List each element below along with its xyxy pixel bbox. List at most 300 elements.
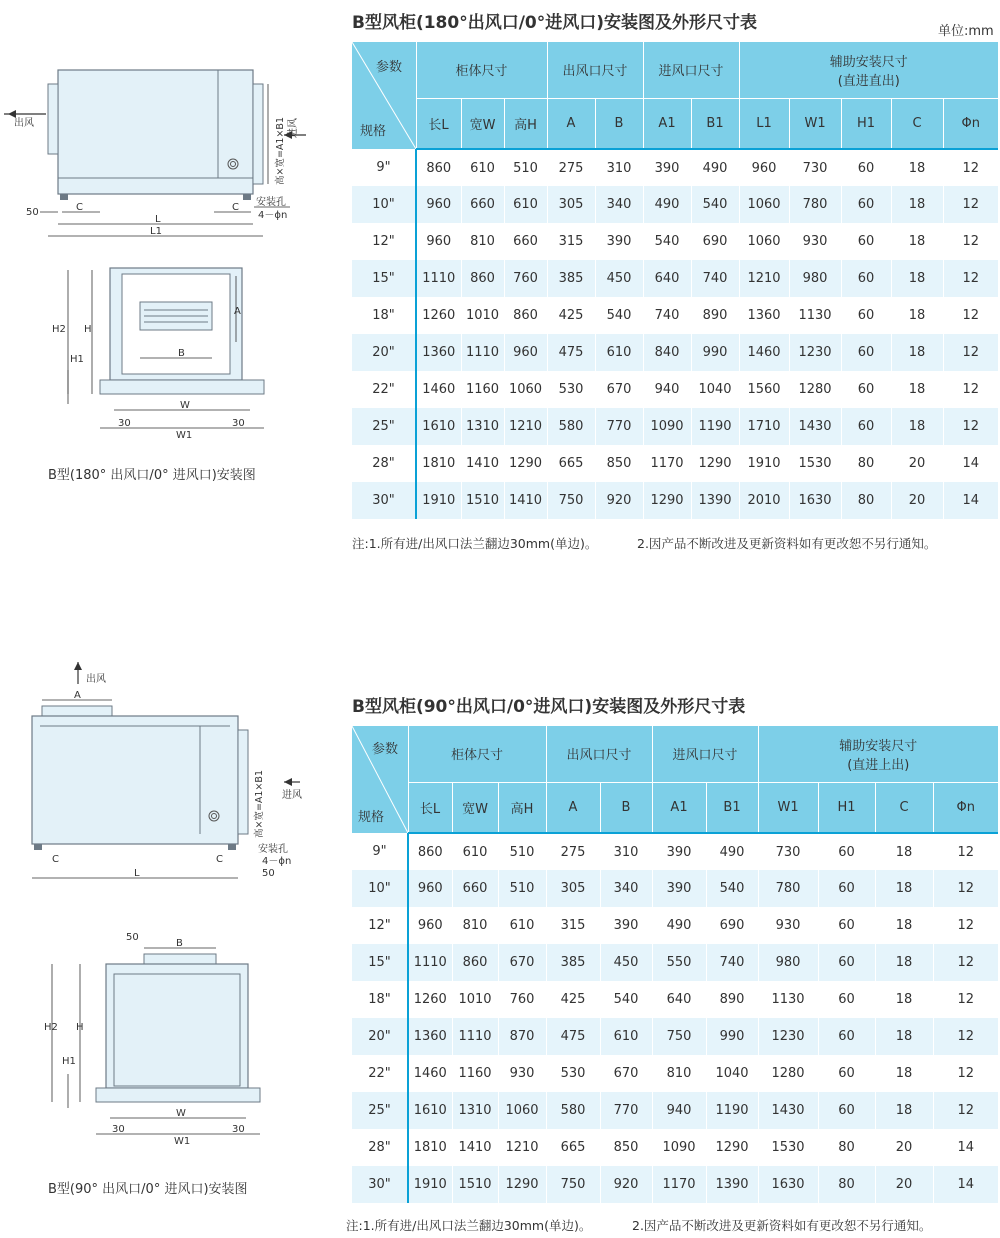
group-header-inlet: 进风口尺寸 (652, 726, 758, 782)
spec-cell: 15" (352, 260, 416, 297)
value-cell: 1060 (739, 186, 789, 223)
inlet-flange (253, 84, 263, 184)
value-cell: 850 (595, 445, 643, 482)
value-cell: 12 (933, 833, 998, 870)
section1-title: B型风柜(180°出风口/0°进风口)安装图及外形尺寸表 (352, 13, 758, 33)
value-cell: 20 (891, 482, 943, 519)
dim-30-right: 30 (232, 418, 245, 429)
table-row (352, 981, 998, 1018)
value-cell: 20 (875, 1129, 933, 1166)
value-cell: 80 (841, 482, 891, 519)
dim-50: 50 (26, 207, 39, 218)
value-cell: 930 (789, 223, 841, 260)
aux-subtitle: (直进直出) (837, 73, 900, 89)
value-cell: 12 (933, 1018, 998, 1055)
col-header: 宽W (452, 782, 498, 833)
table-row (352, 371, 998, 408)
value-cell: 1530 (758, 1129, 818, 1166)
value-cell: 1130 (758, 981, 818, 1018)
value-cell: 1060 (739, 223, 789, 260)
spec-cell: 15" (352, 944, 408, 981)
dim-h1: H1 (70, 354, 84, 365)
cabinet-base (96, 1088, 260, 1102)
value-cell: 12 (933, 981, 998, 1018)
value-cell: 760 (498, 981, 546, 1018)
value-cell: 990 (691, 334, 739, 371)
spec-cell: 9" (352, 149, 416, 186)
col-header: B (600, 782, 652, 833)
value-cell: 1170 (643, 445, 691, 482)
value-cell: 12 (943, 334, 998, 371)
corner-param-label: 参数 (376, 60, 403, 75)
value-cell: 1040 (691, 371, 739, 408)
value-cell: 730 (789, 149, 841, 186)
value-cell: 670 (595, 371, 643, 408)
value-cell: 580 (547, 408, 595, 445)
value-cell: 60 (818, 907, 875, 944)
value-cell: 390 (595, 223, 643, 260)
value-cell: 1060 (498, 1092, 546, 1129)
value-cell: 530 (546, 1055, 600, 1092)
size-label: 高×宽=A1×B1 (275, 117, 286, 185)
value-cell: 665 (547, 445, 595, 482)
value-cell: 14 (943, 482, 998, 519)
value-cell: 920 (600, 1166, 652, 1203)
col-header: B1 (691, 98, 739, 149)
unit-label: 单位:mm (938, 24, 994, 39)
value-cell: 860 (461, 260, 504, 297)
side-view-drawing-90 (0, 658, 340, 888)
value-cell: 540 (595, 297, 643, 334)
value-cell: 1210 (498, 1129, 546, 1166)
value-cell: 1280 (789, 371, 841, 408)
group-header-outlet: 出风口尺寸 (546, 726, 652, 782)
value-cell: 540 (643, 223, 691, 260)
value-cell: 390 (652, 833, 706, 870)
value-cell: 730 (758, 833, 818, 870)
value-cell: 940 (652, 1092, 706, 1129)
value-cell: 1460 (408, 1055, 452, 1092)
table-row (352, 186, 998, 223)
value-cell: 475 (546, 1018, 600, 1055)
value-cell: 80 (818, 1129, 875, 1166)
note-1: 注:1.所有进/出风口法兰翻边30mm(单边)。 (346, 1218, 592, 1233)
value-cell: 580 (546, 1092, 600, 1129)
spec-cell: 30" (352, 1166, 408, 1203)
value-cell: 750 (547, 482, 595, 519)
value-cell: 930 (498, 1055, 546, 1092)
col-header: B (595, 98, 643, 149)
value-cell: 490 (652, 907, 706, 944)
value-cell: 1160 (461, 371, 504, 408)
col-header: 高H (504, 98, 547, 149)
value-cell: 1160 (452, 1055, 498, 1092)
table-row (352, 1166, 998, 1203)
value-cell: 510 (498, 870, 546, 907)
value-cell: 1710 (739, 408, 789, 445)
note-2: 2.因产品不断改进及更新资料如有更改恕不另行通知。 (632, 1218, 932, 1233)
dim-w: W (180, 400, 190, 411)
value-cell: 960 (739, 149, 789, 186)
value-cell: 890 (706, 981, 758, 1018)
value-cell: 850 (600, 1129, 652, 1166)
value-cell: 770 (600, 1092, 652, 1129)
value-cell: 12 (943, 149, 998, 186)
value-cell: 18 (875, 1055, 933, 1092)
table-row (352, 482, 998, 519)
value-cell: 1810 (408, 1129, 452, 1166)
value-cell: 510 (498, 833, 546, 870)
value-cell: 1610 (416, 408, 461, 445)
group-header-body: 柜体尺寸 (416, 42, 547, 98)
table-row (352, 1018, 998, 1055)
hole-spec: 4－ϕn (258, 210, 288, 221)
spec-cell: 22" (352, 371, 416, 408)
value-cell: 60 (818, 1018, 875, 1055)
value-cell: 425 (547, 297, 595, 334)
value-cell: 18 (875, 870, 933, 907)
value-cell: 1560 (739, 371, 789, 408)
value-cell: 310 (595, 149, 643, 186)
dim-h2: H2 (44, 1022, 58, 1033)
cabinet-body (58, 70, 253, 194)
value-cell: 750 (546, 1166, 600, 1203)
corner-param-label: 参数 (372, 742, 399, 757)
dim-l: L (155, 214, 161, 225)
value-cell: 1230 (789, 334, 841, 371)
value-cell: 960 (416, 186, 461, 223)
value-cell: 1390 (691, 482, 739, 519)
spec-cell: 30" (352, 482, 416, 519)
in-label: 进风 (282, 790, 302, 801)
value-cell: 18 (875, 944, 933, 981)
value-cell: 1210 (504, 408, 547, 445)
value-cell: 1290 (706, 1129, 758, 1166)
value-cell: 390 (600, 907, 652, 944)
value-cell: 12 (943, 223, 998, 260)
value-cell: 860 (408, 833, 452, 870)
dim-c-left: C (52, 854, 59, 865)
value-cell: 550 (652, 944, 706, 981)
col-header: B1 (706, 782, 758, 833)
value-cell: 2010 (739, 482, 789, 519)
value-cell: 80 (841, 445, 891, 482)
value-cell: 1530 (789, 445, 841, 482)
value-cell: 490 (643, 186, 691, 223)
dim-h: H (84, 324, 92, 335)
col-header: L1 (739, 98, 789, 149)
aux-title: 辅助安装尺寸 (839, 738, 918, 754)
dim-a: A (74, 690, 81, 701)
value-cell: 1910 (739, 445, 789, 482)
value-cell: 60 (841, 149, 891, 186)
value-cell: 60 (818, 944, 875, 981)
value-cell: 780 (789, 186, 841, 223)
value-cell: 18 (891, 149, 943, 186)
value-cell: 1290 (643, 482, 691, 519)
spec-cell: 20" (352, 334, 416, 371)
value-cell: 1290 (498, 1166, 546, 1203)
value-cell: 1170 (652, 1166, 706, 1203)
group-header-inlet: 进风口尺寸 (643, 42, 739, 98)
table-row (352, 223, 998, 260)
col-header: W1 (789, 98, 841, 149)
value-cell: 12 (933, 870, 998, 907)
value-cell: 1360 (408, 1018, 452, 1055)
inlet-flange (238, 730, 248, 834)
dim-30-right: 30 (232, 1124, 245, 1135)
value-cell: 840 (643, 334, 691, 371)
value-cell: 660 (504, 223, 547, 260)
dim-h: H (76, 1022, 84, 1033)
dim-l1: L1 (150, 226, 162, 237)
value-cell: 425 (546, 981, 600, 1018)
value-cell: 18 (875, 1018, 933, 1055)
value-cell: 60 (818, 833, 875, 870)
aux-subtitle: (直进上出) (847, 757, 910, 773)
value-cell: 340 (595, 186, 643, 223)
value-cell: 18 (891, 223, 943, 260)
table-row (352, 445, 998, 482)
col-header: 宽W (461, 98, 504, 149)
value-cell: 1630 (758, 1166, 818, 1203)
dim-c-right: C (232, 202, 239, 213)
value-cell: 690 (691, 223, 739, 260)
table-row (352, 149, 998, 186)
spec-cell: 25" (352, 1092, 408, 1129)
value-cell: 14 (933, 1129, 998, 1166)
value-cell: 1510 (452, 1166, 498, 1203)
value-cell: 1910 (408, 1166, 452, 1203)
value-cell: 770 (595, 408, 643, 445)
spec-cell: 22" (352, 1055, 408, 1092)
value-cell: 670 (498, 944, 546, 981)
value-cell: 1040 (706, 1055, 758, 1092)
table-row (352, 944, 998, 981)
col-header: A (546, 782, 600, 833)
dim-c-left: C (76, 202, 83, 213)
value-cell: 960 (408, 907, 452, 944)
hole-spec: 4－ϕn (262, 856, 292, 867)
value-cell: 60 (841, 223, 891, 260)
value-cell: 540 (706, 870, 758, 907)
dim-b: B (176, 938, 183, 949)
value-cell: 305 (547, 186, 595, 223)
value-cell: 530 (547, 371, 595, 408)
value-cell: 860 (452, 944, 498, 981)
cabinet-front (106, 964, 248, 1088)
value-cell: 390 (643, 149, 691, 186)
value-cell: 490 (691, 149, 739, 186)
col-header: Φn (933, 782, 998, 833)
value-cell: 1410 (504, 482, 547, 519)
corner-spec-label: 规格 (358, 810, 385, 825)
dim-h1: H1 (62, 1056, 76, 1067)
value-cell: 12 (933, 907, 998, 944)
value-cell: 14 (943, 445, 998, 482)
front-view-drawing-90 (40, 928, 280, 1148)
value-cell: 810 (652, 1055, 706, 1092)
value-cell: 18 (875, 833, 933, 870)
value-cell: 450 (595, 260, 643, 297)
front-view-drawing-180 (40, 262, 280, 444)
value-cell: 275 (546, 833, 600, 870)
value-cell: 610 (595, 334, 643, 371)
spec-cell: 18" (352, 981, 408, 1018)
spec-cell: 10" (352, 186, 416, 223)
spec-cell: 25" (352, 408, 416, 445)
dim-30-left: 30 (118, 418, 131, 429)
value-cell: 1310 (461, 408, 504, 445)
value-cell: 740 (706, 944, 758, 981)
in-label: 进风 (288, 118, 299, 138)
value-cell: 920 (595, 482, 643, 519)
col-header: A (547, 98, 595, 149)
value-cell: 540 (691, 186, 739, 223)
value-cell: 1110 (408, 944, 452, 981)
table-row (352, 260, 998, 297)
value-cell: 1390 (706, 1166, 758, 1203)
value-cell: 18 (875, 981, 933, 1018)
value-cell: 20 (875, 1166, 933, 1203)
value-cell: 1410 (461, 445, 504, 482)
dim-50: 50 (262, 868, 275, 879)
value-cell: 60 (841, 297, 891, 334)
value-cell: 1010 (452, 981, 498, 1018)
value-cell: 990 (706, 1018, 758, 1055)
value-cell: 1430 (758, 1092, 818, 1129)
value-cell: 740 (643, 297, 691, 334)
value-cell: 340 (600, 870, 652, 907)
drawing-caption-180: B型(180° 出风口/0° 进风口)安装图 (48, 468, 256, 483)
value-cell: 640 (643, 260, 691, 297)
value-cell: 1110 (452, 1018, 498, 1055)
value-cell: 490 (706, 833, 758, 870)
value-cell: 18 (891, 408, 943, 445)
value-cell: 60 (818, 981, 875, 1018)
value-cell: 640 (652, 981, 706, 1018)
col-header: 长L (408, 782, 452, 833)
value-cell: 12 (943, 408, 998, 445)
value-cell: 60 (818, 1055, 875, 1092)
value-cell: 18 (891, 334, 943, 371)
value-cell: 980 (758, 944, 818, 981)
value-cell: 60 (841, 408, 891, 445)
value-cell: 660 (452, 870, 498, 907)
col-header: Φn (943, 98, 998, 149)
value-cell: 610 (600, 1018, 652, 1055)
dim-50: 50 (126, 932, 139, 943)
value-cell: 960 (416, 223, 461, 260)
value-cell: 1610 (408, 1092, 452, 1129)
value-cell: 1290 (504, 445, 547, 482)
hole-label: 安装孔 (258, 844, 288, 855)
value-cell: 510 (504, 149, 547, 186)
out-label: 出风 (86, 674, 106, 685)
value-cell: 1190 (691, 408, 739, 445)
value-cell: 60 (841, 260, 891, 297)
value-cell: 1110 (416, 260, 461, 297)
dim-h2: H2 (52, 324, 66, 335)
value-cell: 750 (652, 1018, 706, 1055)
value-cell: 305 (546, 870, 600, 907)
value-cell: 310 (600, 833, 652, 870)
table-body (352, 149, 998, 519)
value-cell: 60 (841, 186, 891, 223)
table-body (352, 833, 998, 1203)
value-cell: 60 (841, 334, 891, 371)
value-cell: 1810 (416, 445, 461, 482)
outlet-flange (48, 84, 58, 154)
col-header: C (875, 782, 933, 833)
value-cell: 1060 (504, 371, 547, 408)
value-cell: 660 (461, 186, 504, 223)
dim-w: W (176, 1108, 186, 1119)
group-header-aux (758, 726, 998, 782)
dim-c-right: C (216, 854, 223, 865)
value-cell: 12 (933, 1055, 998, 1092)
out-label: 出风 (14, 118, 34, 129)
corner-spec-label: 规格 (360, 124, 387, 139)
spec-cell: 28" (352, 1129, 408, 1166)
col-header: A1 (643, 98, 691, 149)
dim-w1: W1 (176, 430, 193, 441)
value-cell: 1910 (416, 482, 461, 519)
value-cell: 610 (461, 149, 504, 186)
value-cell: 810 (452, 907, 498, 944)
group-header-body: 柜体尺寸 (408, 726, 546, 782)
value-cell: 1110 (461, 334, 504, 371)
value-cell: 385 (546, 944, 600, 981)
value-cell: 12 (943, 297, 998, 334)
dim-a: A (234, 306, 241, 317)
size-label: 高×宽=A1×B1 (254, 770, 265, 838)
table-row (352, 907, 998, 944)
value-cell: 18 (891, 297, 943, 334)
value-cell: 12 (943, 371, 998, 408)
spec-cell: 12" (352, 223, 416, 260)
value-cell: 475 (547, 334, 595, 371)
value-cell: 1280 (758, 1055, 818, 1092)
value-cell: 1290 (691, 445, 739, 482)
value-cell: 1510 (461, 482, 504, 519)
value-cell: 1260 (408, 981, 452, 1018)
value-cell: 665 (546, 1129, 600, 1166)
table-row (352, 1092, 998, 1129)
cabinet-body (32, 716, 238, 844)
value-cell: 390 (652, 870, 706, 907)
cabinet-base (100, 380, 264, 394)
value-cell: 18 (875, 907, 933, 944)
value-cell: 18 (875, 1092, 933, 1129)
group-header-outlet: 出风口尺寸 (547, 42, 643, 98)
value-cell: 12 (943, 260, 998, 297)
value-cell: 1460 (739, 334, 789, 371)
value-cell: 12 (943, 186, 998, 223)
side-view-drawing-180 (0, 60, 340, 250)
spec-table-90 (352, 726, 998, 1203)
table-corner (352, 726, 408, 833)
value-cell: 18 (891, 260, 943, 297)
value-cell: 610 (504, 186, 547, 223)
value-cell: 1460 (416, 371, 461, 408)
dim-l: L (134, 868, 140, 879)
group-header-aux (739, 42, 998, 98)
value-cell: 315 (547, 223, 595, 260)
table-row (352, 297, 998, 334)
value-cell: 780 (758, 870, 818, 907)
value-cell: 1130 (789, 297, 841, 334)
